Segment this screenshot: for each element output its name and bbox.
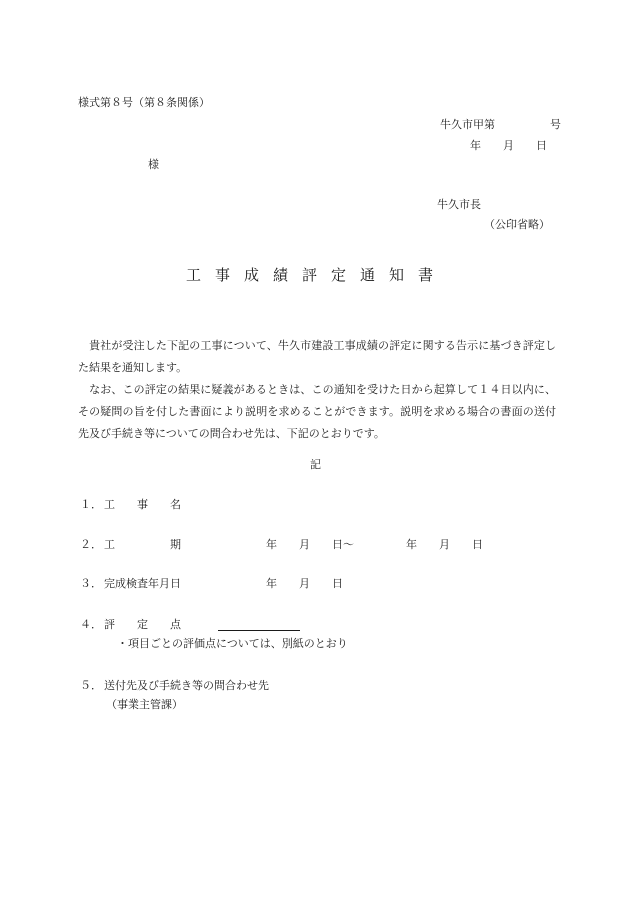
document-title: 工事成績評定通知書 xyxy=(186,266,448,284)
item-label: 工 事 名 xyxy=(104,498,181,511)
item-number: ４． xyxy=(80,618,102,631)
item-number: ３． xyxy=(80,577,102,590)
issue-date: 年 月 日 xyxy=(470,139,547,152)
score-note: ・項目ごとの評価点については、別紙のとおり xyxy=(117,637,348,650)
document-number: 牛久市甲第 号 xyxy=(440,118,561,131)
item-number: ２． xyxy=(80,538,102,551)
item-number: １． xyxy=(80,498,102,511)
contact-note: （事業主管課） xyxy=(106,698,183,711)
seal-note: （公印省略） xyxy=(484,218,550,231)
score-blank-line xyxy=(218,630,300,631)
item-label: 完成検査年月日 xyxy=(104,577,181,590)
form-number: 様式第８号（第８条関係） xyxy=(78,96,210,109)
item-number: ５． xyxy=(80,679,102,692)
item-label: 評 定 点 xyxy=(104,618,181,631)
period-start-date: 年 月 日〜 xyxy=(266,538,354,551)
ki-heading: 記 xyxy=(310,458,321,471)
body-paragraph-1: 貴社が受注した下記の工事について、牛久市建設工事成績の評定に関する告示に基づき評定した結果を通知します。 xyxy=(78,339,556,374)
body-paragraph-2: なお、この評定の結果に疑義があるときは、この通知を受けた日から起算して１４日以内に、その疑問の旨を付した書面により説明を求めることができます。説明を求める場合の書面の送付先及び手続き等についての問合わせ先は、下記のとおりです。 xyxy=(78,383,556,440)
item-label: 工 期 xyxy=(104,538,181,551)
addressee-suffix: 様 xyxy=(148,158,159,171)
item-label: 送付先及び手続き等の問合わせ先 xyxy=(104,679,269,692)
sender-name: 牛久市長 xyxy=(437,198,481,211)
inspection-date: 年 月 日 xyxy=(266,577,343,590)
period-end-date: 年 月 日 xyxy=(406,538,483,551)
